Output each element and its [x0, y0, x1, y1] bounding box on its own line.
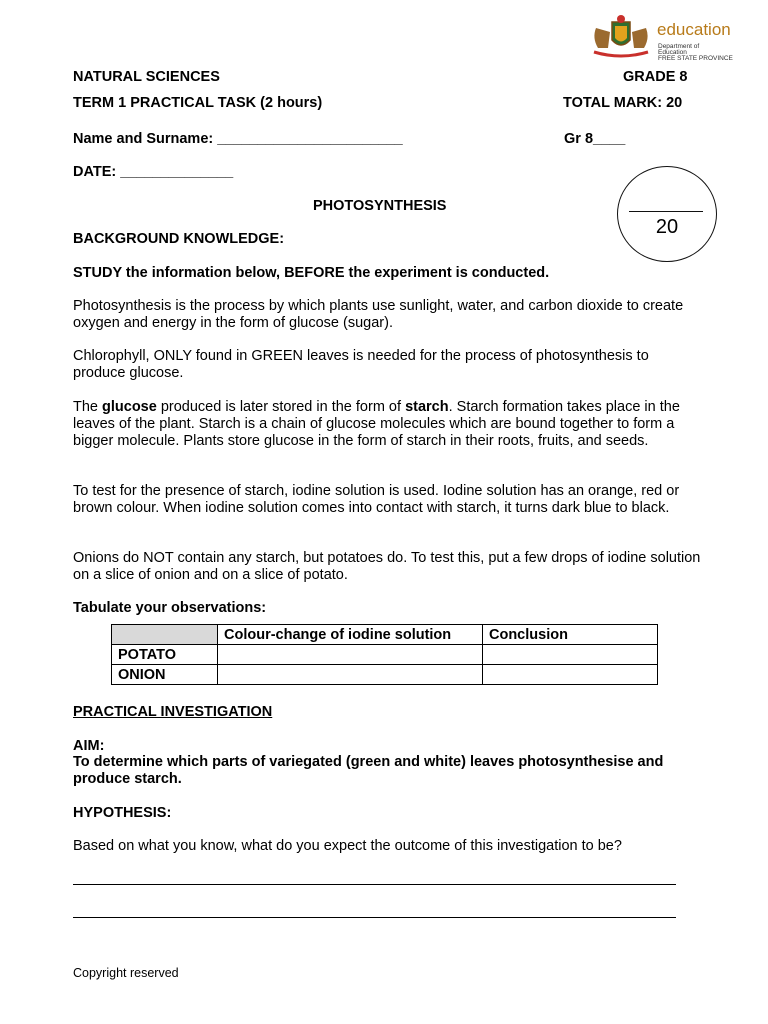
copyright-footer: Copyright reserved: [73, 966, 179, 980]
table-row-label: ONION: [112, 665, 218, 685]
table-header-cell: [112, 625, 218, 645]
logo-subtitle-2: Education: [658, 49, 687, 56]
paragraph-onions: Onions do NOT contain any starch, but potatoes do. To test this, put a few drops of iodine solution on a slice of onion and on a slice of potato.: [73, 550, 701, 583]
study-instruction: STUDY the information below, BEFORE the experiment is conducted.: [73, 265, 550, 281]
score-circle: [617, 166, 717, 262]
education-logo: [588, 14, 738, 62]
table-cell-input[interactable]: [483, 665, 658, 685]
table-row: [112, 645, 658, 665]
class-field[interactable]: Gr 8____: [564, 131, 626, 147]
table-row: [112, 665, 658, 685]
text-segment: . Starch formation takes place in the leaves of the plant. Starch is a chain of glucose molecules which are bound together to form a bigger molecule. Plants store glucose in the form of starch in their roots, fruits, and seeds.: [73, 399, 680, 449]
bold-starch: starch: [405, 399, 449, 415]
total-mark-label: TOTAL MARK: 20: [563, 95, 683, 111]
page-title: PHOTOSYNTHESIS: [313, 198, 447, 214]
aim-text: To determine which parts of variegated (green and white) leaves photosynthesise and produce starch.: [73, 754, 664, 787]
observations-table: [111, 624, 658, 685]
text-segment: produced is later stored in the form of: [156, 399, 406, 415]
date-field[interactable]: DATE: ______________: [73, 164, 234, 180]
task-label: TERM 1 PRACTICAL TASK (2 hours): [73, 95, 323, 111]
paragraph-chlorophyll: Chlorophyll, ONLY found in GREEN leaves is needed for the process of photosynthesis to produce glucose.: [73, 348, 649, 381]
score-blank-line: [629, 211, 703, 212]
logo-subtitle-1: Department of: [658, 43, 700, 50]
paragraph-photosynthesis: Photosynthesis is the process by which plants use sunlight, water, and carbon dioxide to create oxygen and energy in the form of glucose (sugar).: [73, 298, 684, 331]
paragraph-iodine: To test for the presence of starch, iodine solution is used. Iodine solution has an orange, red or brown colour. When iodine solution comes into contact with starch, it turns dark blue to black.: [73, 483, 680, 516]
aim-label: AIM:: [73, 738, 105, 754]
background-heading: BACKGROUND KNOWLEDGE:: [73, 231, 285, 247]
text-segment: The: [73, 399, 103, 415]
paragraph-glucose: [73, 399, 701, 449]
tabulate-heading: Tabulate your observations:: [73, 600, 267, 616]
hypothesis-question: Based on what you know, what do you expect the outcome of this investigation to be?: [73, 838, 622, 854]
subject-label: NATURAL SCIENCES: [73, 69, 220, 85]
table-header-cell: Conclusion: [483, 625, 658, 645]
table-cell-input[interactable]: [218, 665, 483, 685]
score-total: 20: [655, 216, 679, 238]
logo-wordmark: education: [657, 20, 731, 39]
table-cell-input[interactable]: [483, 645, 658, 665]
grade-label: GRADE 8: [623, 69, 688, 85]
logo-subtitle-3: FREE STATE PROVINCE: [658, 55, 733, 62]
table-header-row: [112, 625, 658, 645]
answer-line[interactable]: [73, 917, 676, 918]
hypothesis-label: HYPOTHESIS:: [73, 805, 172, 821]
table-header-cell: Colour-change of iodine solution: [218, 625, 483, 645]
practical-heading: PRACTICAL INVESTIGATION: [73, 704, 273, 720]
coat-of-arms-icon: [588, 14, 654, 60]
bold-glucose: glucose: [102, 399, 157, 415]
answer-line[interactable]: [73, 884, 676, 885]
table-row-label: POTATO: [112, 645, 218, 665]
name-field[interactable]: Name and Surname: _______________________: [73, 131, 403, 147]
table-cell-input[interactable]: [218, 645, 483, 665]
